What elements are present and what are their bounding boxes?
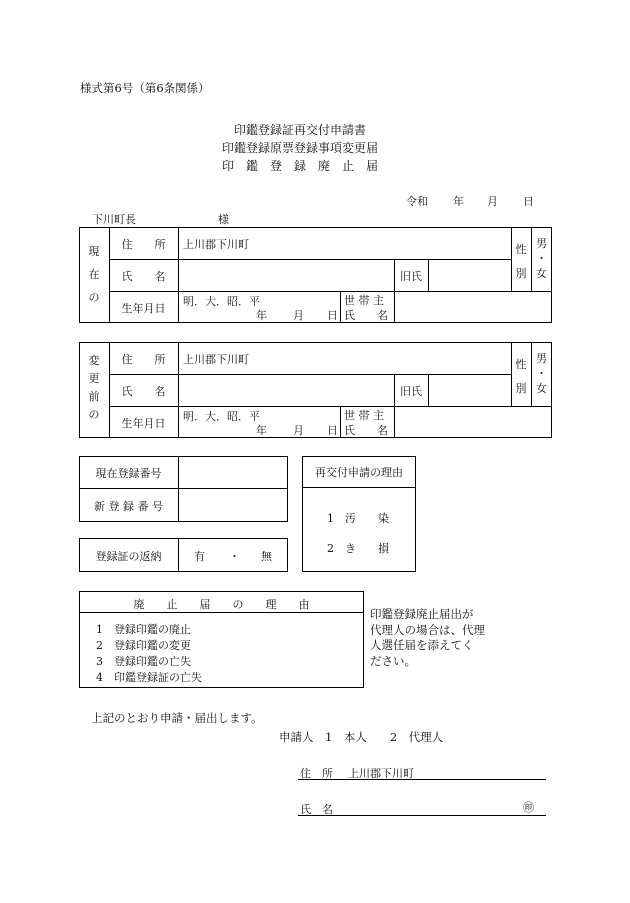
previous-birth-month: 月 bbox=[293, 424, 304, 437]
current-former-name-label: 旧氏 bbox=[400, 270, 422, 283]
previous-birth-label: 生年月日 bbox=[121, 417, 166, 430]
current-gender-options[interactable]: 男 ・ 女 bbox=[536, 237, 547, 280]
title-change: 印鑑登録原票登録事項変更届 bbox=[221, 141, 378, 155]
date-era: 令和 bbox=[406, 195, 428, 208]
previous-gender-label: 性 別 bbox=[515, 358, 527, 395]
reissue-reason-option-1[interactable]: 1 汚 染 bbox=[327, 512, 389, 525]
current-household-head-field[interactable] bbox=[395, 292, 551, 323]
declaration-text: 上記のとおり申請・届出します。 bbox=[91, 711, 263, 725]
previous-birth-field[interactable] bbox=[179, 407, 340, 438]
footer-address-field[interactable] bbox=[345, 761, 545, 779]
card-return-sep: ・ bbox=[229, 550, 240, 563]
previous-birth-eras: 明．大．昭．平 bbox=[183, 410, 260, 423]
current-birth-year: 年 bbox=[256, 309, 267, 322]
new-registration-number-label: 新 登 録 番 号 bbox=[94, 500, 163, 513]
seal-mark: ㊞ bbox=[523, 801, 534, 814]
current-birth-day: 日 bbox=[327, 309, 338, 322]
footer-name-label: 氏 名 bbox=[300, 803, 333, 816]
current-former-name-field[interactable] bbox=[429, 260, 511, 291]
addressee-name: 下川町長 bbox=[92, 213, 136, 226]
previous-birth-year: 年 bbox=[256, 424, 267, 437]
previous-birth-day: 日 bbox=[327, 424, 338, 437]
previous-side-label: 変 更 前 の bbox=[88, 354, 100, 421]
footer-address-underline bbox=[298, 779, 546, 780]
footer-name-field[interactable] bbox=[345, 797, 520, 815]
title-abolition: 印 鑑 登 録 廃 止 届 bbox=[221, 159, 378, 173]
card-return-label: 登録証の返納 bbox=[95, 550, 162, 563]
date-day: 日 bbox=[523, 195, 534, 208]
current-registration-number-field[interactable] bbox=[179, 457, 287, 488]
current-birth-month: 月 bbox=[293, 309, 304, 322]
previous-former-name-field[interactable] bbox=[429, 375, 511, 406]
current-birth-eras: 明．大．昭．平 bbox=[183, 295, 260, 308]
current-registration-number-label: 現在登録番号 bbox=[95, 467, 162, 480]
previous-name-label: 氏 名 bbox=[121, 385, 166, 398]
previous-address-label: 住 所 bbox=[121, 353, 166, 366]
current-birth-field[interactable] bbox=[179, 292, 340, 323]
abolition-reason-title: 廃 止 届 の 理 由 bbox=[133, 598, 310, 611]
card-return-yes[interactable]: 有 bbox=[194, 550, 205, 563]
reissue-reason-option-2[interactable]: 2 き 損 bbox=[327, 542, 389, 555]
previous-address-value: 上川郡下川町 bbox=[183, 353, 249, 366]
card-return-no[interactable]: 無 bbox=[261, 550, 272, 563]
abolition-note: 印鑑登録廃止届出が 代理人の場合は、代理 人選任届を添えてく ださい。 bbox=[370, 607, 485, 668]
current-side-label: 現 在 の bbox=[88, 245, 100, 304]
previous-household-head-label: 世 帯 主 氏 名 bbox=[344, 409, 388, 437]
current-name-label: 氏 名 bbox=[121, 270, 166, 283]
abolition-reason-option-4[interactable]: 4 印鑑登録証の亡失 bbox=[96, 671, 202, 684]
abolition-reason-option-3[interactable]: 3 登録印鑑の亡失 bbox=[96, 655, 191, 668]
previous-former-name-label: 旧氏 bbox=[400, 385, 422, 398]
applicant-line: 申請人 1 本人 2 代理人 bbox=[279, 730, 444, 744]
current-address-label: 住 所 bbox=[121, 238, 166, 251]
previous-household-head-field[interactable] bbox=[395, 407, 551, 438]
footer-name-underline bbox=[298, 815, 546, 816]
previous-gender-options[interactable]: 男 ・ 女 bbox=[536, 352, 547, 395]
footer-address-label: 住 所 bbox=[300, 767, 333, 780]
current-household-head-label: 世 帯 主 氏 名 bbox=[344, 294, 388, 322]
abolition-reason-option-2[interactable]: 2 登録印鑑の変更 bbox=[96, 639, 191, 652]
current-name-field[interactable] bbox=[179, 260, 394, 291]
form-number: 様式第6号（第6条関係） bbox=[80, 81, 210, 95]
current-address-value: 上川郡下川町 bbox=[183, 238, 249, 251]
previous-name-field[interactable] bbox=[179, 375, 394, 406]
date-year: 年 bbox=[453, 195, 464, 208]
title-reissue: 印鑑登録証再交付申請書 bbox=[233, 123, 366, 137]
current-gender-label: 性 別 bbox=[515, 243, 527, 280]
new-registration-number-field[interactable] bbox=[179, 489, 287, 521]
reissue-reason-title: 再交付申請の理由 bbox=[315, 466, 403, 479]
footer-address-value: 上川郡下川町 bbox=[348, 767, 414, 780]
abolition-reason-option-1[interactable]: 1 登録印鑑の廃止 bbox=[96, 623, 191, 636]
current-birth-label: 生年月日 bbox=[121, 302, 166, 315]
date-month: 月 bbox=[487, 195, 498, 208]
previous-address-field[interactable] bbox=[179, 343, 511, 374]
addressee-honorific: 様 bbox=[218, 213, 229, 226]
current-address-field[interactable] bbox=[179, 228, 511, 259]
